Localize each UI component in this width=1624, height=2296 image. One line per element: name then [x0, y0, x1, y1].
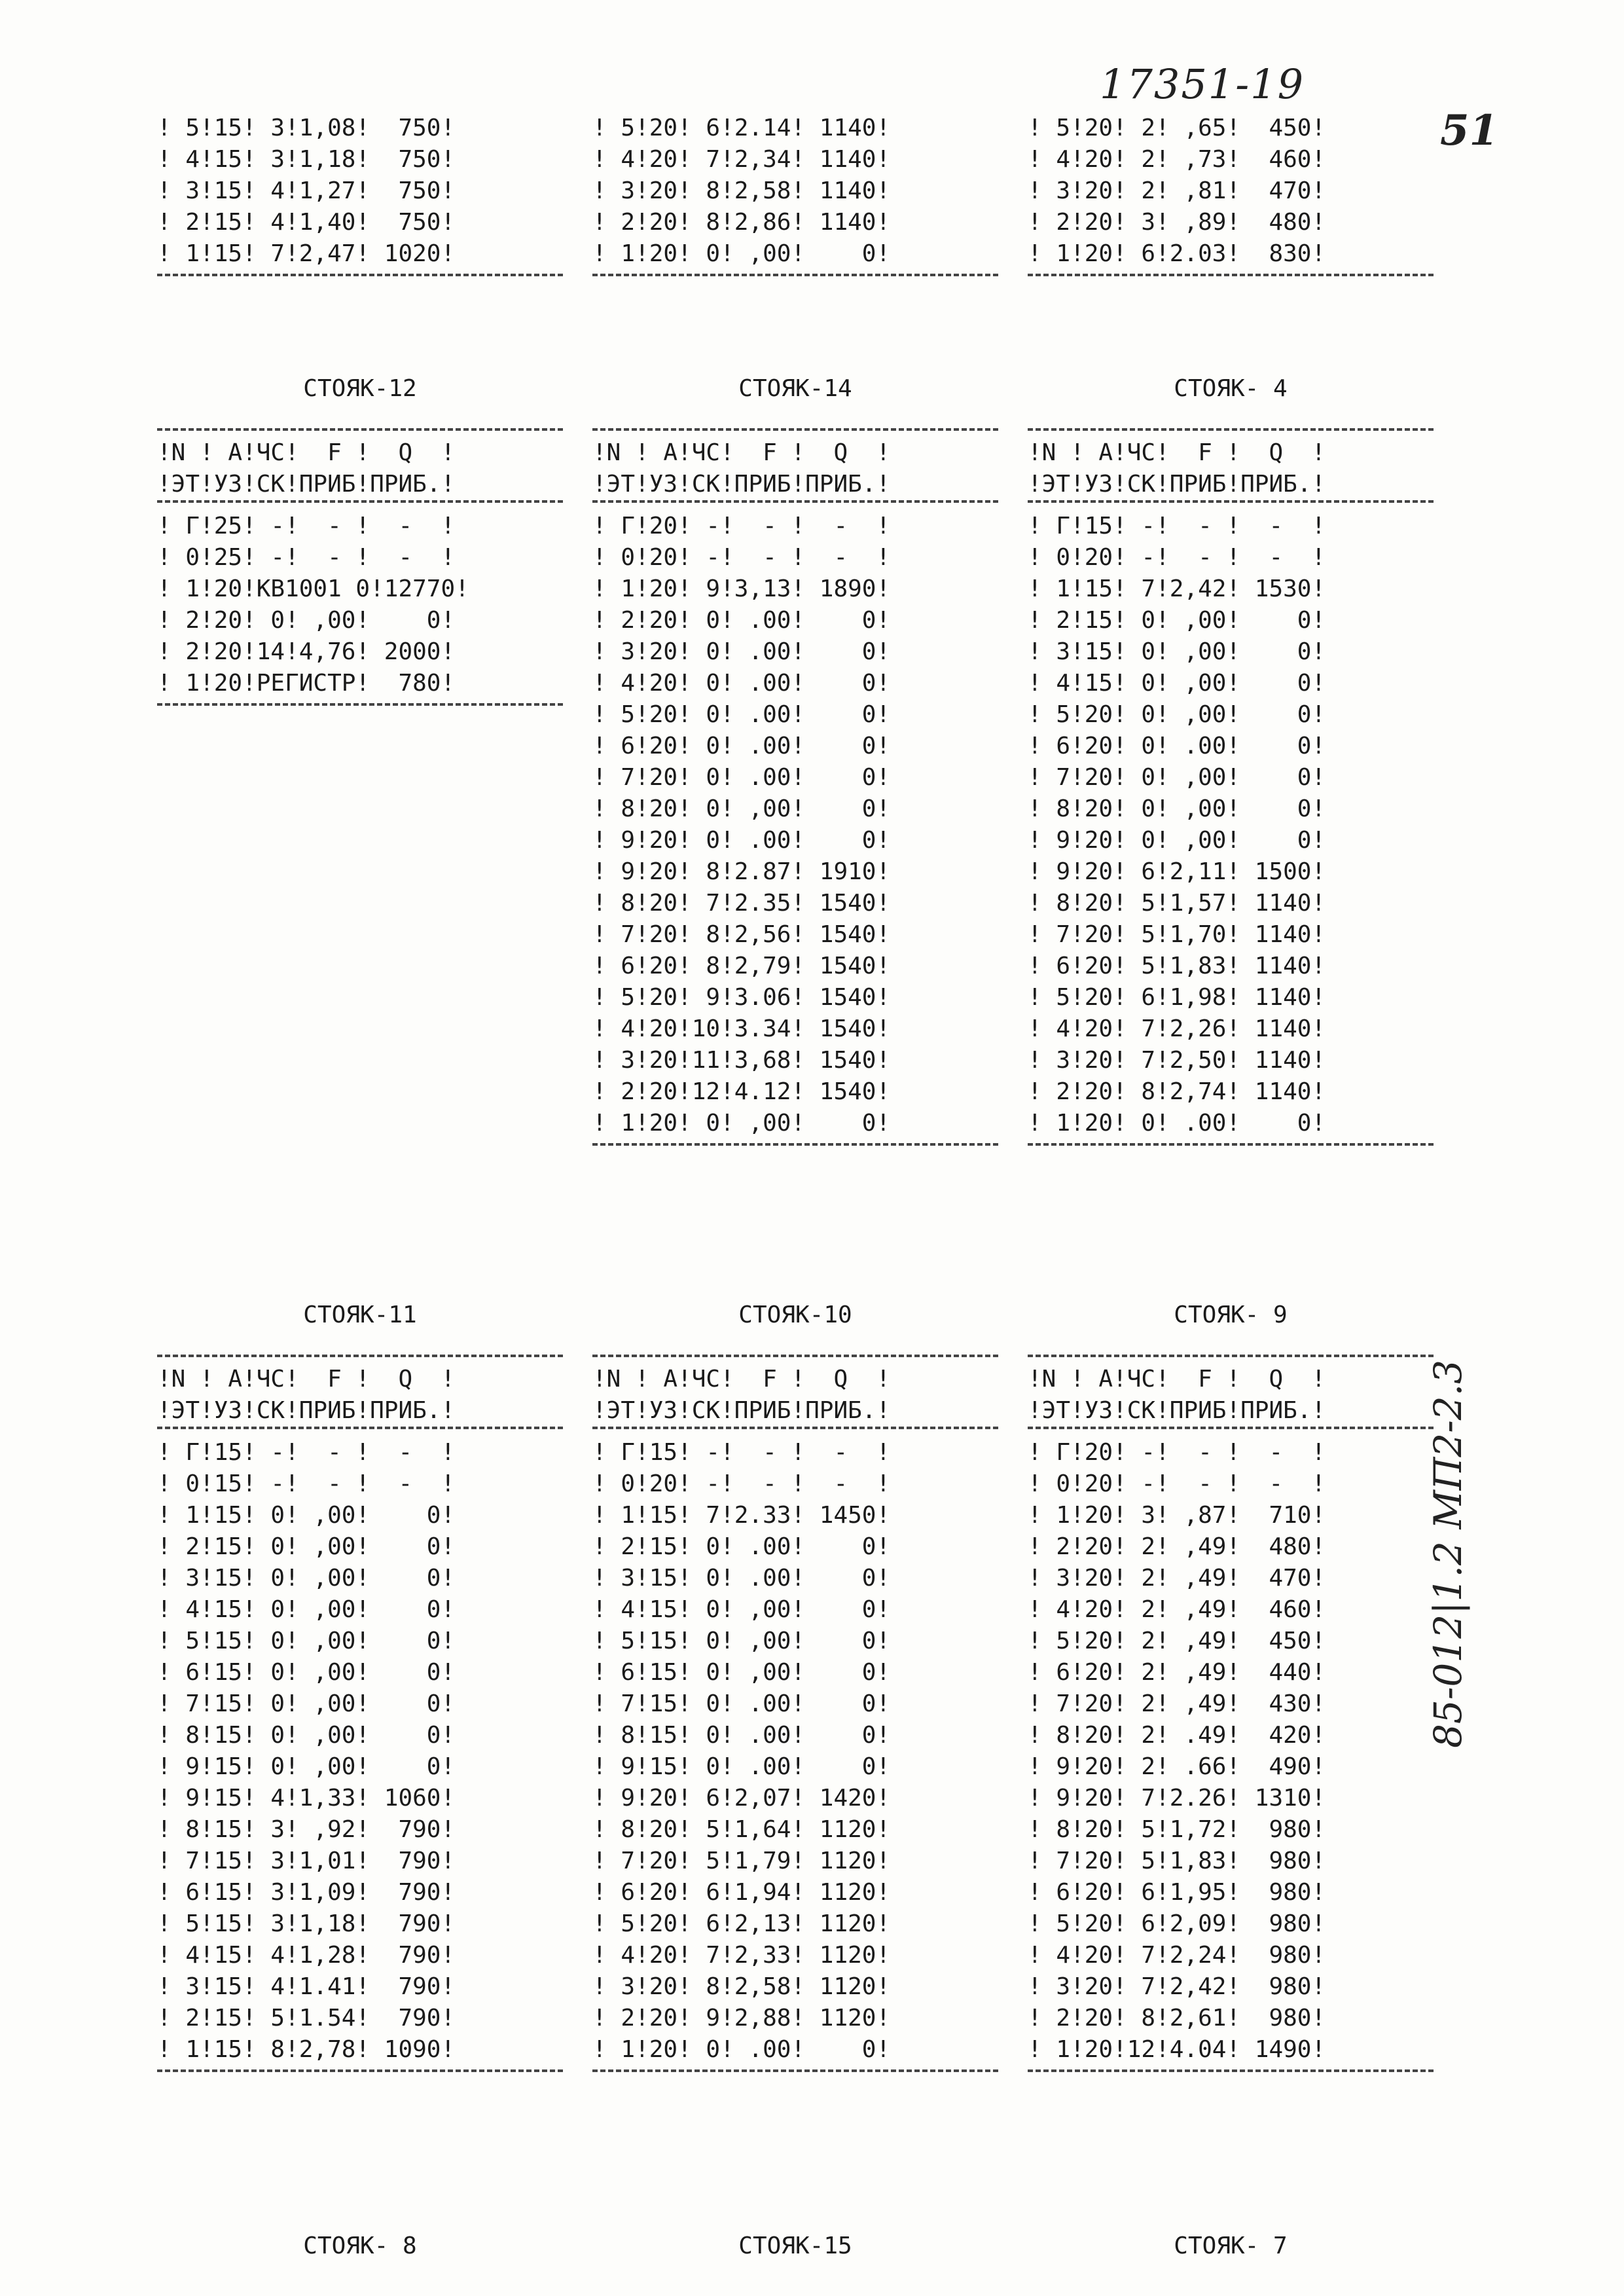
column-header: !ЭТ!УЗ!СК!ПРИБ!ПРИБ.! — [1028, 1397, 1326, 1424]
stoyak-14-table — [592, 373, 998, 1146]
table-row: ! Г!15! -! - ! - ! — [1028, 513, 1326, 539]
data-rows — [1028, 105, 1434, 274]
table-row: ! 9!15! 0! ,00! 0! — [157, 1753, 456, 1780]
stoyak-11-table — [157, 1300, 563, 2072]
table-row: ! 3!15! 0! ,00! 0! — [157, 1565, 456, 1592]
table-row: ! Г!20! -! - ! - ! — [592, 513, 891, 539]
table-row: ! 8!20! 5!1,57! 1140! — [1028, 890, 1326, 917]
table-row: ! 1!20! 0! .00! 0! — [592, 2036, 891, 2063]
table-row: ! 4!15! 0! ,00! 0! — [157, 1596, 456, 1623]
stoyak-4-table — [1028, 373, 1434, 1146]
block-title-stoyak-8: СТОЯК- 8 — [303, 2232, 417, 2259]
block-title: СТОЯК-11 — [303, 1302, 417, 1328]
table-row: ! 7!20! 0! .00! 0! — [592, 764, 891, 791]
table-row: ! 1!20! 0! ,00! 0! — [592, 240, 891, 267]
table-row: ! 6!20! 0! .00! 0! — [592, 733, 891, 759]
top-block-2 — [592, 105, 998, 276]
column-header: !ЭТ!УЗ!СК!ПРИБ!ПРИБ.! — [157, 1397, 456, 1424]
dashed-rule — [1028, 2069, 1434, 2072]
table-row: ! Г!20! -! - ! - ! — [1028, 1439, 1326, 1466]
top-block-3 — [1028, 105, 1434, 276]
column-header: !N ! А!ЧС! F ! Q ! — [157, 1366, 456, 1393]
table-row: ! 7!15! 0! .00! 0! — [592, 1690, 891, 1717]
table-row: ! 1!15! 7!2.33! 1450! — [592, 1502, 891, 1529]
table-row: ! 3!20! 0! .00! 0! — [592, 638, 891, 665]
table-row: ! 8!20! 2! .49! 420! — [1028, 1722, 1326, 1749]
handwritten-page-number: 51 — [1440, 106, 1499, 155]
table-row: ! 1!20! 0! ,00! 0! — [592, 1110, 891, 1137]
block-title-stoyak-15: СТОЯК-15 — [738, 2232, 852, 2259]
table-row: ! 4!20! 7!2,24! 980! — [1028, 1942, 1326, 1969]
table-row: ! 7!15! 0! ,00! 0! — [157, 1690, 456, 1717]
data-rows — [592, 105, 998, 274]
table-row: ! 1!20! 3! ,87! 710! — [1028, 1502, 1326, 1529]
table-row: ! 4!20! 7!2,33! 1120! — [592, 1942, 891, 1969]
table-row: ! 0!15! -! - ! - ! — [157, 1470, 456, 1497]
table-row: ! 8!20! 0! ,00! 0! — [592, 795, 891, 822]
block-title-stoyak-7: СТОЯК- 7 — [1174, 2232, 1288, 2259]
table-row: ! 5!15! 3!1,18! 790! — [157, 1910, 456, 1937]
table-row: ! 1!15! 7!2,47! 1020! — [157, 240, 456, 267]
column-header: !N ! А!ЧС! F ! Q ! — [592, 439, 891, 466]
table-row: ! 3!15! 4!1,27! 750! — [157, 177, 456, 204]
data-rows — [157, 503, 563, 703]
table-row: ! 1!20! 9!3,13! 1890! — [592, 575, 891, 602]
table-row: ! 1!15! 8!2,78! 1090! — [157, 2036, 456, 2063]
table-row: ! 6!20! 2! ,49! 440! — [1028, 1659, 1326, 1686]
table-row: ! 1!15! 0! ,00! 0! — [157, 1502, 456, 1529]
data-rows — [592, 503, 998, 1143]
table-row: ! 2!20! 0! .00! 0! — [592, 607, 891, 634]
dashed-rule — [1028, 1143, 1434, 1146]
table-row: ! 9!20! 8!2.87! 1910! — [592, 858, 891, 885]
table-row: ! 6!20! 6!1,94! 1120! — [592, 1879, 891, 1906]
table-row: ! 2!20! 8!2,61! 980! — [1028, 2005, 1326, 2032]
table-row: ! 7!15! 3!1,01! 790! — [157, 1848, 456, 1874]
table-row: ! 6!15! 3!1,09! 790! — [157, 1879, 456, 1906]
table-row: ! 3!20! 8!2,58! 1120! — [592, 1973, 891, 2000]
table-row: ! 5!20! 6!2.14! 1140! — [592, 115, 891, 141]
table-row: ! 1!20!РЕГИСТР! 780! — [157, 670, 456, 697]
table-row: ! 6!20! 5!1,83! 1140! — [1028, 953, 1326, 979]
table-row: ! 2!20! 8!2,86! 1140! — [592, 209, 891, 236]
table-row: ! 5!20! 2! ,65! 450! — [1028, 115, 1326, 141]
table-row: ! 8!20! 7!2.35! 1540! — [592, 890, 891, 917]
table-row: ! 2!15! 0! .00! 0! — [592, 1533, 891, 1560]
dashed-rule — [157, 274, 563, 276]
table-row: ! 3!20! 7!2,50! 1140! — [1028, 1047, 1326, 1074]
table-row: ! 5!20! 6!2,13! 1120! — [592, 1910, 891, 1937]
block-title: СТОЯК- 4 — [1174, 375, 1288, 402]
handwritten-document-code: 17351-19 — [1100, 60, 1305, 108]
table-row: ! 3!20! 7!2,42! 980! — [1028, 1973, 1326, 2000]
dashed-rule — [157, 703, 563, 706]
table-row: ! 4!20!10!3.34! 1540! — [592, 1015, 891, 1042]
stoyak-9-table — [1028, 1300, 1434, 2072]
table-row: ! 7!20! 5!1,83! 980! — [1028, 1848, 1326, 1874]
block-title: СТОЯК-12 — [303, 375, 417, 402]
table-row: ! 2!15! 0! ,00! 0! — [157, 1533, 456, 1560]
table-row: ! 9!20! 6!2,07! 1420! — [592, 1785, 891, 1812]
data-rows — [1028, 1429, 1434, 2069]
table-row: ! 0!20! -! - ! - ! — [1028, 544, 1326, 571]
table-row: ! 7!20! 5!1,79! 1120! — [592, 1848, 891, 1874]
table-row: ! 4!20! 7!2,26! 1140! — [1028, 1015, 1326, 1042]
table-row: ! 4!20! 2! ,73! 460! — [1028, 146, 1326, 173]
table-row: ! 5!20! 6!2,09! 980! — [1028, 1910, 1326, 1937]
table-row: ! 1!20!КВ1001 0!12770! — [157, 575, 469, 602]
table-row: ! 4!15! 0! ,00! 0! — [592, 1596, 891, 1623]
table-row: ! 9!20! 7!2.26! 1310! — [1028, 1785, 1326, 1812]
table-row: ! 0!25! -! - ! - ! — [157, 544, 456, 571]
table-row: ! 2!20! 9!2,88! 1120! — [592, 2005, 891, 2032]
table-row: ! 8!20! 5!1,72! 980! — [1028, 1816, 1326, 1843]
table-row: ! 3!20! 8!2,58! 1140! — [592, 177, 891, 204]
table-row: ! 7!20! 0! ,00! 0! — [1028, 764, 1326, 791]
table-row: ! 9!20! 2! .66! 490! — [1028, 1753, 1326, 1780]
column-header: !N ! А!ЧС! F ! Q ! — [157, 439, 456, 466]
table-row: ! 2!15! 5!1.54! 790! — [157, 2005, 456, 2032]
table-row: ! 5!20! 0! ,00! 0! — [1028, 701, 1326, 728]
table-row: ! 2!20! 3! ,89! 480! — [1028, 209, 1326, 236]
table-row: ! 8!15! 3! ,92! 790! — [157, 1816, 456, 1843]
table-row: ! 1!15! 7!2,42! 1530! — [1028, 575, 1326, 602]
table-row: ! 5!15! 0! ,00! 0! — [157, 1628, 456, 1654]
block-title: СТОЯК-14 — [738, 375, 852, 402]
table-row: ! 3!15! 4!1.41! 790! — [157, 1973, 456, 2000]
table-row: ! 6!20! 6!1,95! 980! — [1028, 1879, 1326, 1906]
table-row: ! 0!20! -! - ! - ! — [592, 544, 891, 571]
table-row: ! 0!20! -! - ! - ! — [1028, 1470, 1326, 1497]
column-header: !N ! А!ЧС! F ! Q ! — [1028, 439, 1326, 466]
table-row: ! 8!20! 5!1,64! 1120! — [592, 1816, 891, 1843]
table-row: ! 6!15! 0! ,00! 0! — [157, 1659, 456, 1686]
column-header: !ЭТ!УЗ!СК!ПРИБ!ПРИБ.! — [1028, 471, 1326, 498]
table-row: ! 6!20! 8!2,79! 1540! — [592, 953, 891, 979]
table-row: ! 1!20! 6!2.03! 830! — [1028, 240, 1326, 267]
data-rows — [157, 1429, 563, 2069]
table-row: ! 5!20! 0! .00! 0! — [592, 701, 891, 728]
table-row: ! Г!25! -! - ! - ! — [157, 513, 456, 539]
table-row: ! 4!20! 2! ,49! 460! — [1028, 1596, 1326, 1623]
table-row: ! 3!20! 2! ,81! 470! — [1028, 177, 1326, 204]
table-row: ! 9!20! 0! .00! 0! — [592, 827, 891, 854]
table-row: ! 2!20!14!4,76! 2000! — [157, 638, 456, 665]
table-row: ! 3!20! 2! ,49! 470! — [1028, 1565, 1326, 1592]
stoyak-12-table — [157, 373, 563, 706]
dashed-rule — [592, 274, 998, 276]
top-block-1 — [157, 105, 563, 276]
column-header: !N ! А!ЧС! F ! Q ! — [1028, 1366, 1326, 1393]
table-row: ! 8!15! 0! ,00! 0! — [157, 1722, 456, 1749]
table-row: ! 7!20! 5!1,70! 1140! — [1028, 921, 1326, 948]
table-row: ! 7!20! 8!2,56! 1540! — [592, 921, 891, 948]
table-row: ! 2!20! 0! ,00! 0! — [157, 607, 456, 634]
dashed-rule — [592, 2069, 998, 2072]
table-row: ! 9!20! 6!2,11! 1500! — [1028, 858, 1326, 885]
table-row: ! Г!15! -! - ! - ! — [157, 1439, 456, 1466]
table-row: ! 3!15! 0! .00! 0! — [592, 1565, 891, 1592]
data-rows — [1028, 503, 1434, 1143]
table-row: ! 1!20! 0! .00! 0! — [1028, 1110, 1326, 1137]
table-row: ! 7!20! 2! ,49! 430! — [1028, 1690, 1326, 1717]
column-header: !N ! А!ЧС! F ! Q ! — [592, 1366, 891, 1393]
table-row: ! 8!15! 0! .00! 0! — [592, 1722, 891, 1749]
table-row: ! 0!20! -! - ! - ! — [592, 1470, 891, 1497]
table-row: ! 5!15! 3!1,08! 750! — [157, 115, 456, 141]
table-row: ! 6!15! 0! ,00! 0! — [592, 1659, 891, 1686]
data-rows — [592, 1429, 998, 2069]
table-row: ! 5!20! 9!3.06! 1540! — [592, 984, 891, 1011]
table-row: ! 3!15! 0! ,00! 0! — [1028, 638, 1326, 665]
table-row: ! 9!15! 4!1,33! 1060! — [157, 1785, 456, 1812]
block-title: СТОЯК-10 — [738, 1302, 852, 1328]
table-row: ! 2!20!12!4.12! 1540! — [592, 1078, 891, 1105]
stoyak-10-table — [592, 1300, 998, 2072]
column-header: !ЭТ!УЗ!СК!ПРИБ!ПРИБ.! — [592, 471, 891, 498]
table-row: ! 5!20! 2! ,49! 450! — [1028, 1628, 1326, 1654]
table-row: ! 4!15! 4!1,28! 790! — [157, 1942, 456, 1969]
column-header: !ЭТ!УЗ!СК!ПРИБ!ПРИБ.! — [592, 1397, 891, 1424]
dashed-rule — [157, 2069, 563, 2072]
table-row: ! 1!20!12!4.04! 1490! — [1028, 2036, 1326, 2063]
table-row: ! 4!15! 0! ,00! 0! — [1028, 670, 1326, 697]
table-row: ! 9!20! 0! ,00! 0! — [1028, 827, 1326, 854]
data-rows — [157, 105, 563, 274]
table-row: ! 6!20! 0! .00! 0! — [1028, 733, 1326, 759]
table-row: ! 5!15! 0! ,00! 0! — [592, 1628, 891, 1654]
table-row: ! 5!20! 6!1,98! 1140! — [1028, 984, 1326, 1011]
table-row: ! 3!20!11!3,68! 1540! — [592, 1047, 891, 1074]
table-row: ! 2!15! 0! ,00! 0! — [1028, 607, 1326, 634]
table-row: ! 4!20! 7!2,34! 1140! — [592, 146, 891, 173]
column-header: !ЭТ!УЗ!СК!ПРИБ!ПРИБ.! — [157, 471, 456, 498]
table-row: ! 4!15! 3!1,18! 750! — [157, 146, 456, 173]
table-row: ! 2!20! 8!2,74! 1140! — [1028, 1078, 1326, 1105]
table-row: ! 2!15! 4!1,40! 750! — [157, 209, 456, 236]
table-row: ! 2!20! 2! ,49! 480! — [1028, 1533, 1326, 1560]
dashed-rule — [1028, 274, 1434, 276]
block-title: СТОЯК- 9 — [1174, 1302, 1288, 1328]
table-row: ! 9!15! 0! .00! 0! — [592, 1753, 891, 1780]
table-row: ! 8!20! 0! ,00! 0! — [1028, 795, 1326, 822]
handwritten-side-code: 85-012|1.2 МП2-2.3 — [1426, 1359, 1470, 1748]
table-row: ! Г!15! -! - ! - ! — [592, 1439, 891, 1466]
table-row: ! 4!20! 0! .00! 0! — [592, 670, 891, 697]
dashed-rule — [592, 1143, 998, 1146]
